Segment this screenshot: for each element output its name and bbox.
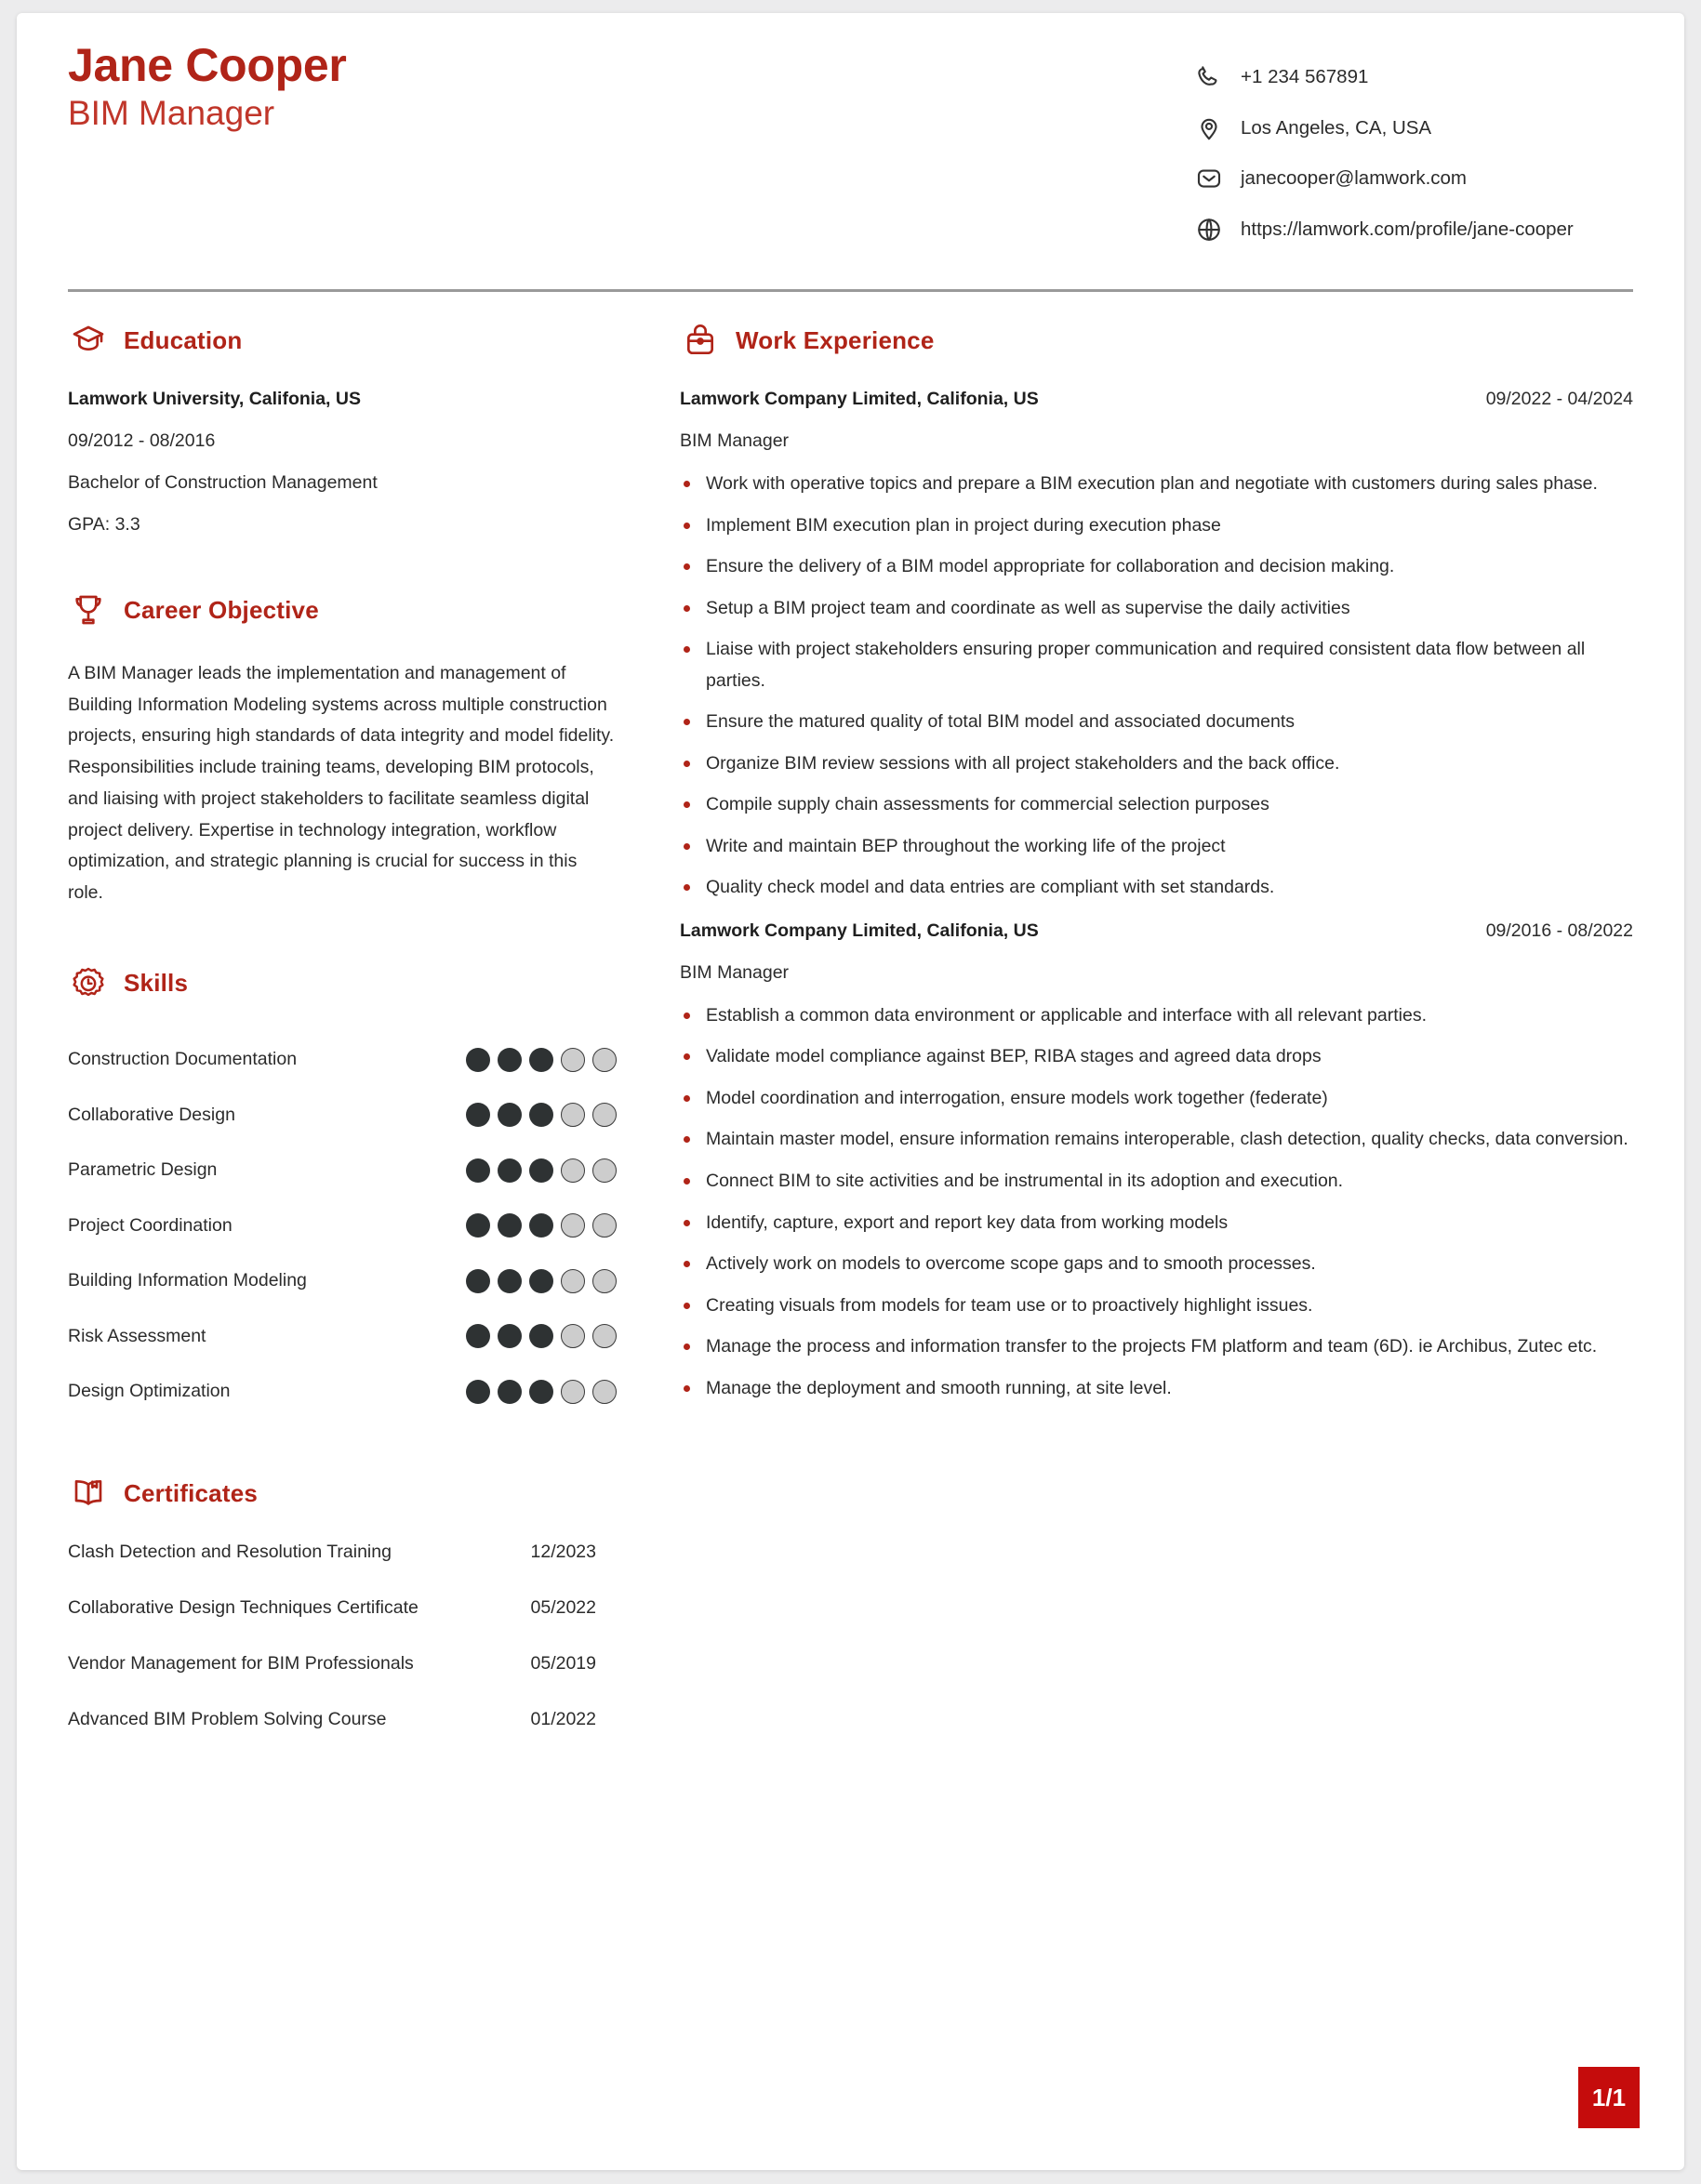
job-bullet-list (680, 469, 1633, 904)
rating-dot-filled (466, 1213, 490, 1238)
job-role: BIM Manager (680, 430, 790, 451)
rating-dot-filled (498, 1380, 522, 1404)
email-icon (1193, 163, 1225, 194)
job-entry (680, 920, 1633, 1404)
job-organization: Lamwork Company Limited, Califonia, US (680, 389, 1039, 409)
job-bullet: Setup a BIM project team and coordinate as well as supervise the daily activities (680, 593, 1633, 625)
job-bullet: Validate model compliance against BEP, RIBA stages and agreed data drops (680, 1041, 1633, 1073)
job-header (680, 389, 1633, 410)
work-experience-list (680, 389, 1633, 1404)
rating-dot-empty (592, 1213, 617, 1238)
open-book-icon (68, 1473, 109, 1514)
rating-dot-empty (561, 1324, 585, 1348)
skill-name: Collaborative Design (68, 1104, 235, 1125)
skill-name: Parametric Design (68, 1159, 218, 1181)
skill-name: Construction Documentation (68, 1049, 298, 1070)
globe-icon (1193, 214, 1225, 245)
certificate-row (68, 1542, 617, 1597)
rating-dot-filled (498, 1324, 522, 1348)
certificate-row (68, 1597, 617, 1653)
job-bullet: Implement BIM execution plan in project during execution phase (680, 510, 1633, 542)
rating-dot-empty (561, 1048, 585, 1072)
certificate-name: Collaborative Design Techniques Certificate (68, 1597, 419, 1619)
section-career-objective (68, 589, 617, 909)
certificate-row (68, 1709, 617, 1765)
skill-rating-dots (466, 1380, 617, 1404)
job-bullet: Identify, capture, export and report key data from working models (680, 1208, 1633, 1239)
rating-dot-filled (498, 1269, 522, 1293)
rating-dot-filled (529, 1048, 553, 1072)
skill-rating-dots (466, 1158, 617, 1183)
contact-item-location[interactable] (1193, 113, 1630, 144)
job-bullet: Ensure the matured quality of total BIM model and associated documents (680, 707, 1633, 738)
job-bullet: Model coordination and interrogation, ensure models work together (federate) (680, 1083, 1633, 1115)
skill-name: Risk Assessment (68, 1325, 206, 1346)
certificates-heading (68, 1473, 617, 1514)
skill-row (68, 1198, 617, 1253)
skill-rating-dots (466, 1213, 617, 1238)
skill-row (68, 1143, 617, 1198)
rating-dot-filled (466, 1324, 490, 1348)
job-bullet: Actively work on models to overcome scope gaps and to smooth processes. (680, 1249, 1633, 1280)
rating-dot-filled (529, 1158, 553, 1183)
contact-email-text: janecooper@lamwork.com (1241, 167, 1467, 189)
rating-dot-filled (466, 1103, 490, 1127)
job-bullet: Connect BIM to site activities and be instrumental in its adoption and execution. (680, 1166, 1633, 1198)
header-divider (68, 289, 1633, 292)
skill-rating-dots (466, 1103, 617, 1127)
skill-rating-dots (466, 1269, 617, 1293)
section-skills (68, 963, 617, 1420)
rating-dot-filled (529, 1213, 553, 1238)
gear-clock-icon (68, 963, 109, 1004)
section-certificates (68, 1473, 617, 1765)
resume-body (68, 320, 1633, 1765)
certificate-date: 05/2022 (530, 1597, 596, 1619)
job-bullet: Compile supply chain assessments for commercial selection purposes (680, 789, 1633, 821)
section-education (68, 320, 617, 536)
skill-row (68, 1253, 617, 1309)
rating-dot-filled (498, 1103, 522, 1127)
rating-dot-empty (592, 1103, 617, 1127)
job-bullet: Establish a common data environment or applicable and interface with all relevant parties. (680, 1000, 1633, 1032)
objective-text: A BIM Manager leads the implementation and management of Building Information Modeling systems across multiple construction projects, ensuring high standards of data integrity and model fidelity. Responsibilities include training teams, developing BIM protocols, and liaising with project stakeholders to facilitate seamless digital project delivery. Expertise in technology integration, workflow optimization, and strategic planning is crucial for success in this role. (68, 663, 615, 904)
job-header (680, 920, 1633, 942)
rating-dot-empty (561, 1269, 585, 1293)
skill-name: Project Coordination (68, 1214, 233, 1236)
rating-dot-filled (466, 1158, 490, 1183)
skills-heading (68, 963, 617, 1004)
job-bullet: Write and maintain BEP throughout the working life of the project (680, 831, 1633, 863)
rating-dot-empty (561, 1158, 585, 1183)
job-entry (680, 389, 1633, 904)
rating-dot-empty (561, 1380, 585, 1404)
education-school: Lamwork University, Califonia, US (68, 389, 361, 409)
skill-rating-dots (466, 1324, 617, 1348)
briefcase-icon (680, 320, 721, 361)
work-heading-text: Work Experience (736, 325, 935, 354)
objective-heading (68, 589, 617, 630)
rating-dot-empty (561, 1213, 585, 1238)
job-role: BIM Manager (680, 961, 790, 983)
contact-phone-text: +1 234 567891 (1241, 66, 1369, 87)
skill-row (68, 1032, 617, 1088)
skill-rating-dots (466, 1048, 617, 1072)
resume-header (68, 41, 1633, 273)
rating-dot-filled (529, 1380, 553, 1404)
graduation-cap-icon (68, 320, 109, 361)
rating-dot-empty (592, 1048, 617, 1072)
trophy-icon (68, 589, 109, 630)
resume-page (17, 13, 1684, 2170)
skills-heading-text: Skills (124, 969, 189, 998)
job-bullet: Creating visuals from models for team use or to proactively highlight issues. (680, 1291, 1633, 1322)
job-bullet: Organize BIM review sessions with all project stakeholders and the back office. (680, 748, 1633, 780)
contact-location-text: Los Angeles, CA, USA (1241, 116, 1432, 139)
certificate-row (68, 1653, 617, 1709)
skill-row (68, 1087, 617, 1143)
education-dates: 09/2012 - 08/2016 (68, 430, 216, 451)
job-bullet-list (680, 1000, 1633, 1404)
right-column (654, 320, 1633, 1765)
job-organization: Lamwork Company Limited, Califonia, US (680, 920, 1039, 941)
education-gpa: GPA: 3.3 (68, 514, 140, 535)
certificate-date: 12/2023 (530, 1542, 596, 1563)
job-date-range: 09/2016 - 08/2022 (1485, 920, 1633, 941)
rating-dot-empty (592, 1158, 617, 1183)
page-indicator-badge: 1/1 (1578, 2067, 1640, 2128)
contact-item-website[interactable] (1193, 214, 1630, 245)
candidate-name: Jane Cooper (68, 39, 347, 91)
objective-heading-text: Career Objective (124, 595, 319, 624)
job-bullet: Liaise with project stakeholders ensuring proper communication and required consistent data flow between all parties. (680, 634, 1633, 696)
skills-list (68, 1032, 617, 1420)
job-date-range: 09/2022 - 04/2024 (1485, 389, 1633, 409)
rating-dot-filled (466, 1380, 490, 1404)
rating-dot-filled (529, 1269, 553, 1293)
education-degree: Bachelor of Construction Management (68, 472, 378, 493)
rating-dot-filled (498, 1213, 522, 1238)
certificate-date: 01/2022 (530, 1709, 596, 1730)
job-bullet: Manage the deployment and smooth running, at site level. (680, 1373, 1633, 1405)
rating-dot-filled (529, 1103, 553, 1127)
skill-name: Design Optimization (68, 1381, 231, 1402)
contact-item-phone[interactable] (1193, 61, 1630, 93)
job-bullet: Ensure the delivery of a BIM model appropriate for collaboration and decision making. (680, 551, 1633, 583)
certificate-name: Vendor Management for BIM Professionals (68, 1653, 414, 1674)
rating-dot-filled (466, 1269, 490, 1293)
location-icon (1193, 113, 1225, 144)
contact-item-email[interactable] (1193, 163, 1630, 194)
job-bullet: Quality check model and data entries are compliant with set standards. (680, 872, 1633, 904)
rating-dot-empty (592, 1324, 617, 1348)
contact-website-text: https://lamwork.com/profile/jane-cooper (1241, 218, 1574, 240)
rating-dot-filled (466, 1048, 490, 1072)
rating-dot-filled (529, 1324, 553, 1348)
job-bullet: Maintain master model, ensure information remains interoperable, clash detection, quality checks, data conversion. (680, 1124, 1633, 1156)
certificate-name: Advanced BIM Problem Solving Course (68, 1709, 387, 1730)
skill-row (68, 1308, 617, 1364)
candidate-role: BIM Manager (68, 94, 275, 132)
rating-dot-filled (498, 1158, 522, 1183)
certificates-list (68, 1542, 617, 1765)
phone-icon (1193, 61, 1225, 93)
contact-list (1193, 61, 1630, 264)
job-bullet: Work with operative topics and prepare a BIM execution plan and negotiate with customers during sales phase. (680, 469, 1633, 500)
rating-dot-empty (561, 1103, 585, 1127)
education-heading-text: Education (124, 325, 243, 354)
skill-row (68, 1364, 617, 1420)
rating-dot-filled (498, 1048, 522, 1072)
left-column (68, 320, 654, 1765)
certificates-heading-text: Certificates (124, 1478, 259, 1507)
work-heading (680, 320, 1633, 361)
certificate-date: 05/2019 (530, 1653, 596, 1674)
skill-name: Building Information Modeling (68, 1270, 307, 1291)
rating-dot-empty (592, 1380, 617, 1404)
rating-dot-empty (592, 1269, 617, 1293)
job-bullet: Manage the process and information transfer to the projects FM platform and team (6D). ie Archibus, Zutec etc. (680, 1331, 1633, 1363)
education-heading (68, 320, 617, 361)
certificate-name: Clash Detection and Resolution Training (68, 1542, 392, 1563)
